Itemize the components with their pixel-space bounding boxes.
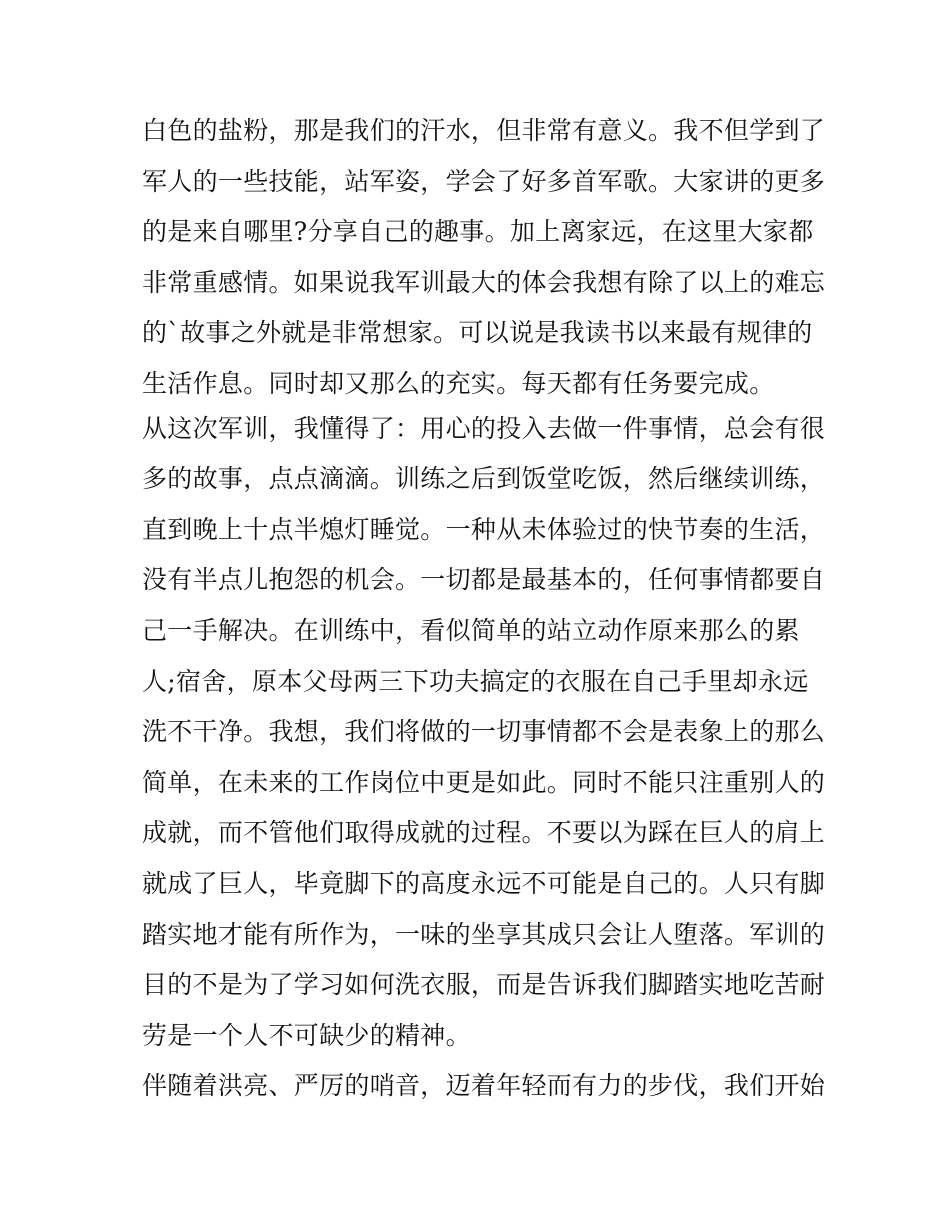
text-line-8: 多的故事，点点滴滴。训练之后到饭堂吃饭，然后继续训练，: [142, 464, 826, 494]
text-line-16: 就成了巨人，毕竟脚下的高度永远不可能是自己的。人只有脚: [142, 868, 826, 898]
text-line-6: 生活作息。同时却又那么的充实。每天都有任务要完成。: [142, 368, 775, 398]
text-line-13: 洗不干净。我想，我们将做的一切事情都不会是表象上的那么: [142, 717, 826, 747]
text-line-11: 己一手解决。在训练中，看似简单的站立动作原来那么的累: [142, 615, 800, 645]
text-line-14: 简单，在未来的工作岗位中更是如此。同时不能只注重别人的: [142, 767, 826, 797]
text-line-4: 非常重感情。如果说我军训最大的体会我想有除了以上的难忘: [142, 267, 826, 297]
text-line-19: 劳是一个人不可缺少的精神。: [142, 1020, 471, 1050]
text-line-20: 伴随着洪亮、严厉的哨音，迈着年轻而有力的步伐，我们开始: [142, 1071, 826, 1101]
text-line-12: 人;宿舍，原本父母两三下功夫搞定的衣服在自己手里却永远: [142, 666, 809, 696]
text-line-18: 目的不是为了学习如何洗衣服，而是告诉我们脚踏实地吃苦耐: [142, 970, 826, 1000]
text-line-3: 的是来自哪里?分享自己的趣事。加上离家远，在这里大家都: [142, 217, 814, 247]
text-line-10: 没有半点儿抱怨的机会。一切都是最基本的，任何事情都要自: [142, 565, 826, 595]
text-line-9: 直到晚上十点半熄灯睡觉。一种从未体验过的快节奏的生活，: [142, 514, 826, 544]
text-line-15: 成就，而不管他们取得成就的过程。不要以为踩在巨人的肩上: [142, 818, 826, 848]
text-line-17: 踏实地才能有所作为，一味的坐享其成只会让人堕落。军训的: [142, 919, 826, 949]
text-line-5: 的`故事之外就是非常想家。可以说是我读书以来最有规律的: [142, 318, 813, 348]
text-line-7: 从这次军训，我懂得了：用心的投入去做一件事情，总会有很: [142, 413, 826, 443]
text-line-1: 白色的盐粉，那是我们的汗水，但非常有意义。我不但学到了: [142, 116, 826, 145]
document-body: [142, 106, 826, 1112]
text-line-2: 军人的一些技能，站军姿，学会了好多首军歌。大家讲的更多: [142, 166, 826, 196]
